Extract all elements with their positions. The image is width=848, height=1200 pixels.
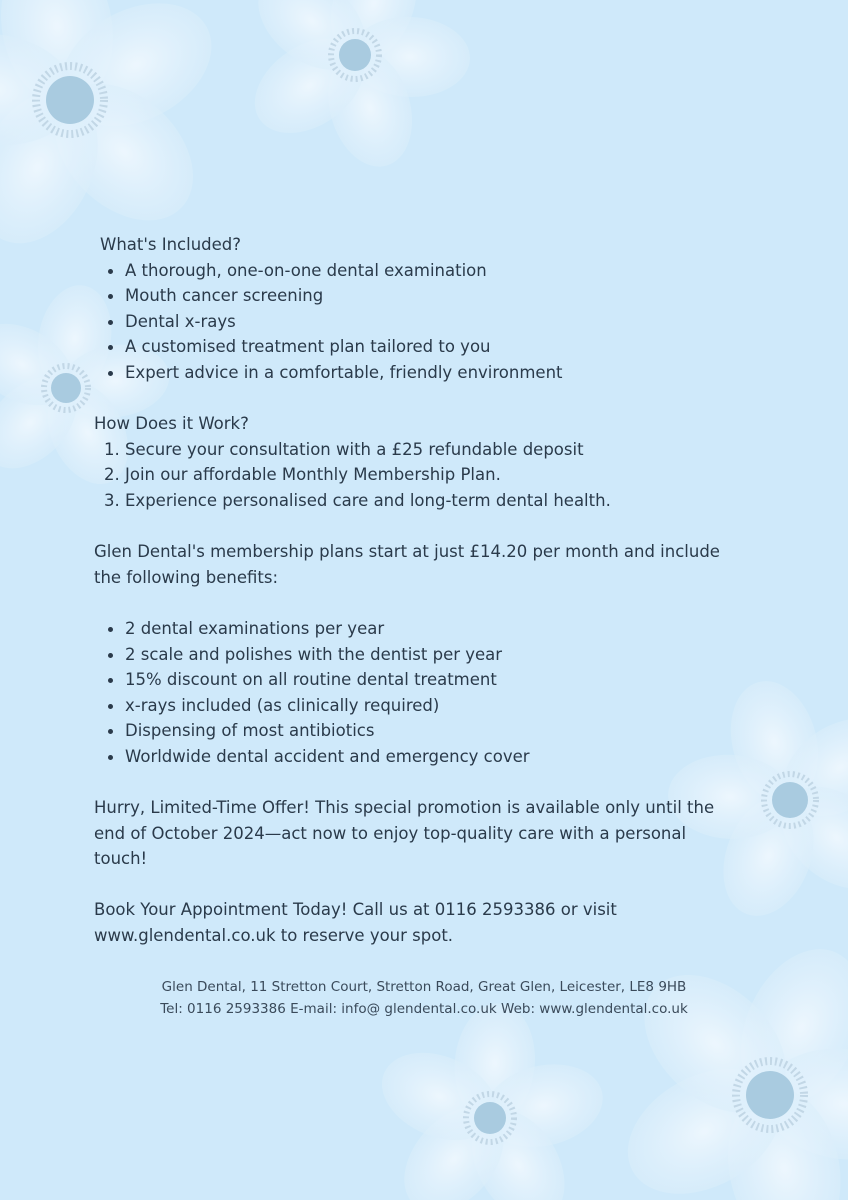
flower-top-middle bbox=[237, 0, 471, 177]
list-item: Dental x-rays bbox=[94, 309, 734, 335]
list-item: 15% discount on all routine dental treatment bbox=[94, 667, 734, 693]
list-item: Mouth cancer screening bbox=[94, 283, 734, 309]
main-content bbox=[94, 232, 734, 949]
list-item: A customised treatment plan tailored to you bbox=[94, 334, 734, 360]
membership-section bbox=[94, 539, 734, 769]
included-heading: What's Included? bbox=[100, 235, 242, 254]
list-item: Expert advice in a comfortable, friendly environment bbox=[94, 360, 734, 386]
footer-contact: Tel: 0116 2593386 E-mail: info@ glendental.co.uk Web: www.glendental.co.uk bbox=[160, 1001, 688, 1017]
flower-bottom-middle bbox=[369, 1000, 612, 1200]
step-item: 2. Join our affordable Monthly Membership Plan. bbox=[104, 465, 501, 485]
list-item: x-rays included (as clinically required) bbox=[94, 693, 734, 719]
how-section bbox=[94, 411, 734, 513]
included-section bbox=[94, 232, 734, 386]
step-item: 1. Secure your consultation with a £25 refundable deposit bbox=[104, 439, 584, 459]
offer-text: Hurry, Limited-Time Offer! This special promotion is available only until the end of October 2024—act now to enjoy top-quality care with a personal touch! bbox=[94, 798, 715, 869]
included-list bbox=[94, 258, 734, 386]
footer-address: Glen Dental, 11 Stretton Court, Stretton Road, Great Glen, Leicester, LE8 9HB bbox=[161, 979, 687, 995]
list-item: 2 scale and polishes with the dentist per year bbox=[94, 642, 734, 668]
list-item: Worldwide dental accident and emergency cover bbox=[94, 744, 734, 770]
membership-intro: Glen Dental's membership plans start at just £14.20 per month and include the following benefits: bbox=[94, 542, 720, 587]
flower-top-left bbox=[0, 0, 233, 263]
booking-text: Book Your Appointment Today! Call us at 0116 2593386 or visit www.glendental.co.uk to reserve your spot. bbox=[94, 900, 617, 946]
list-item: 2 dental examinations per year bbox=[94, 616, 734, 642]
how-steps bbox=[94, 437, 734, 514]
step-item: 3. Experience personalised care and long-term dental health. bbox=[104, 490, 611, 510]
list-item: Dispensing of most antibiotics bbox=[94, 718, 734, 744]
how-heading: How Does it Work? bbox=[94, 414, 249, 434]
list-item: A thorough, one-on-one dental examination bbox=[94, 258, 734, 284]
footer bbox=[60, 976, 788, 1020]
flower-bottom-right bbox=[606, 929, 848, 1200]
benefits-list bbox=[94, 616, 734, 770]
